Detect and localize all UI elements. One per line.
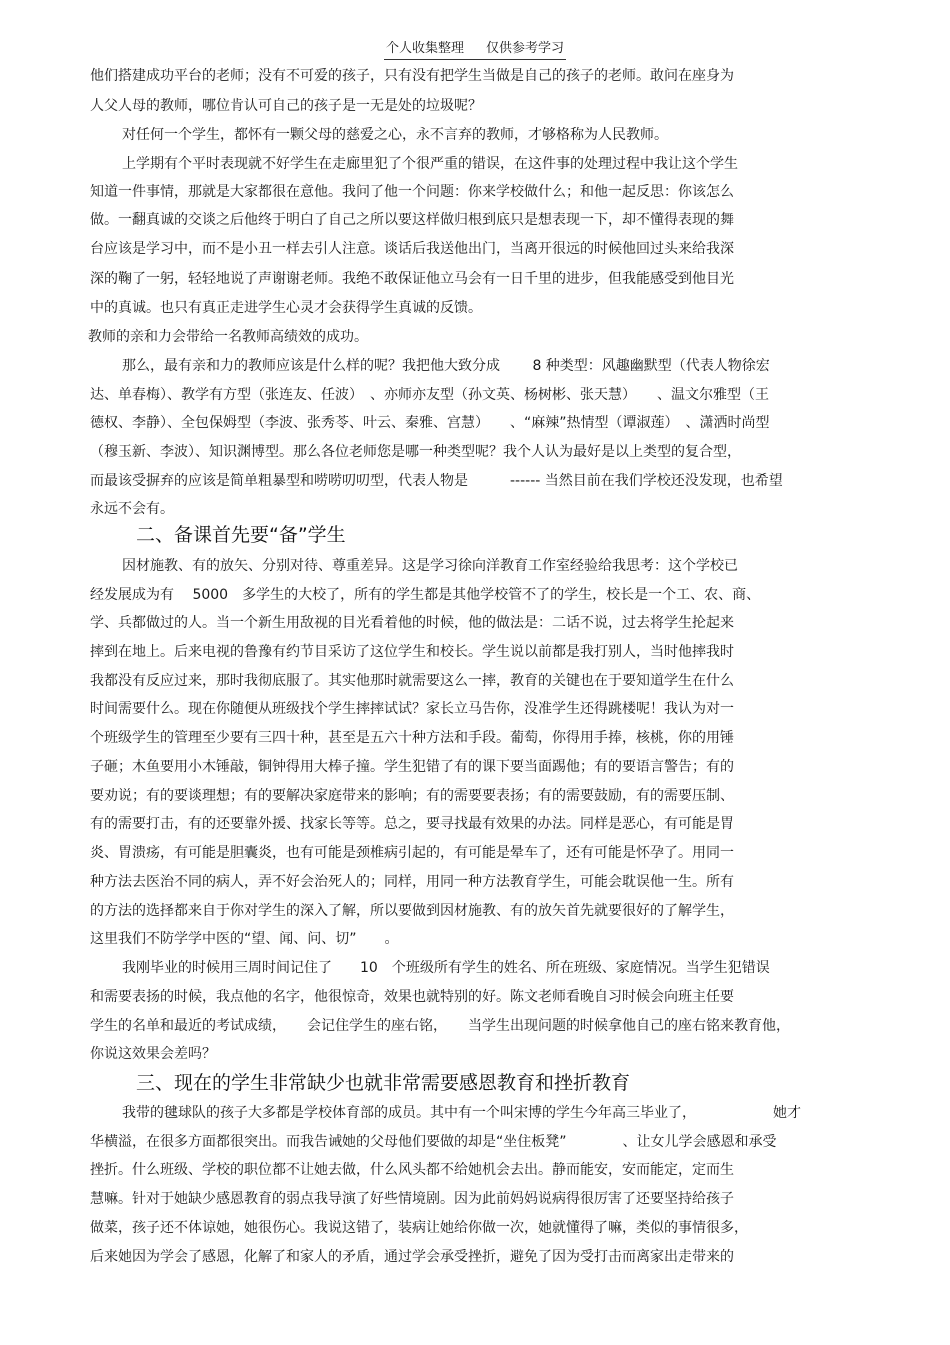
- text-line: 人父人母的教师，哪位肯认可自己的孩子是一无是处的垃圾呢？: [90, 98, 482, 114]
- text-line: 种方法去医治不同的病人，弄不好会治死人的；同样，用同一种方法教育学生，可能会耽误他一生。所有: [90, 874, 734, 890]
- text-line: 知道一件事情，那就是大家都很在意他。我问了他一个问题：你来学校做什么；和他一起反思：你该怎么: [90, 184, 734, 200]
- text-line: 炎、胃溃疡，有可能是胆囊炎，也有可能是颈椎病引起的，有可能是晕车了，还有可能是怀孕了。用同一: [90, 845, 734, 861]
- text-line: 要劝说；有的要谈理想；有的要解决家庭带来的影响；有的需要要表扬；有的需要鼓励，有的需要压制、: [90, 788, 734, 804]
- text-line: 他们搭建成功平台的老师；没有不可爱的孩子，只有没有把学生当做是自己的孩子的老师。敢问在座身为: [90, 68, 734, 84]
- text-line: 而最该受摒弃的应该是简单粗暴型和唠唠叨叨型，代表人物是 ------ 当然目前在我们学校还没发现，也希望: [90, 473, 783, 489]
- text-line: （穆玉新、李波）、知识渊博型。那么各位老师您是哪一种类型呢？我个人认为最好是以上类型的复合型，: [90, 444, 741, 460]
- text-line: 我带的毽球队的孩子大多都是学校体育部的成员。其中有一个叫宋博的学生今年高三毕业了， 她才: [122, 1105, 801, 1121]
- text-line: 时间需要什么。现在你随便从班级找个学生摔摔试试？家长立马告你，没准学生还得跳楼呢！我认为对一: [90, 701, 734, 717]
- section-heading: 三、现在的学生非常缺少也就非常需要感恩教育和挫折教育: [136, 1072, 631, 1094]
- text-line: 有的需要打击，有的还要靠外援、找家长等等。总之，要寻找最有效果的办法。同样是恶心，有可能是胃: [90, 816, 734, 832]
- text-line: 华横溢，在很多方面都很突出。而我告诫她的父母他们要做的却是“坐住板凳” 、让女儿学会感恩和承受: [90, 1134, 777, 1150]
- text-line: 做菜，孩子还不体谅她，她很伤心。我说这错了，装病让她给你做一次，她就懂得了嘛，类似的事情很多，: [90, 1220, 748, 1236]
- text-line: 子砸；木鱼要用小木锤敲，铜钟得用大棒子撞。学生犯错了有的课下要当面踢他；有的要语言警告；有的: [90, 759, 734, 775]
- text-line: 我刚毕业的时候用三周时间记住了 10 个班级所有学生的姓名、所在班级、家庭情况。当学生犯错误: [122, 960, 770, 976]
- text-line: 做。一翻真诚的交谈之后他终于明白了自己之所以要这样做归根到底只是想表现一下，却不懂得表现的舞: [90, 212, 734, 228]
- text-line: 的方法的选择都来自于你对学生的深入了解，所以要做到因材施教、有的放矢首先就要很好的了解学生，: [90, 903, 734, 919]
- header-left: 个人收集整理: [384, 40, 466, 60]
- header-gap: [466, 40, 484, 60]
- header-right: 仅供参考学习: [484, 40, 566, 60]
- text-line: 那么，最有亲和力的教师应该是什么样的呢？我把他大致分成 8 种类型：风趣幽默型（代表人物徐宏: [122, 358, 770, 374]
- text-line: 你说这效果会差吗？: [90, 1046, 216, 1062]
- text-line: 教师的亲和力会带给一名教师高绩效的成功。: [88, 329, 368, 345]
- text-line: 达、单春梅）、教学有方型（张连友、任波） 、亦师亦友型（孙文英、杨树彬、张天慧） 、温文尔雅型（王: [90, 387, 769, 403]
- text-line: 学、兵都做过的人。当一个新生用敌视的目光看着他的时候，他的做法是：二话不说，过去将学生抡起来: [90, 615, 734, 631]
- text-line: 慧嘛。针对于她缺少感恩教育的弱点我导演了好些情境剧。因为此前妈妈说病得很厉害了还要坚持给孩子: [90, 1191, 734, 1207]
- text-line: 因材施教、有的放矢、分别对待、尊重差异。这是学习徐向洋教育工作室经验给我思考：这个学校已: [122, 558, 738, 574]
- text-line: 对任何一个学生，都怀有一颗父母的慈爱之心，永不言弃的教师，才够格称为人民教师。: [122, 127, 668, 143]
- text-line: 后来她因为学会了感恩，化解了和家人的矛盾，通过学会承受挫折，避免了因为受打击而离家出走带来的: [90, 1249, 734, 1265]
- text-line: 永远不会有。: [90, 501, 174, 517]
- text-line: 德权、李静）、全包保姆型（李波、张秀苓、叶云、秦雅、宫慧） 、“麻辣”热情型（谭淑莲） 、潇洒时尚型: [90, 415, 770, 431]
- text-line: 我都没有反应过来，那时我彻底服了。其实他那时就需要这么一摔，教育的关键也在于要知道学生在什么: [90, 673, 734, 689]
- section-heading: 二、备课首先要“备”学生: [136, 524, 346, 546]
- text-line: 挫折。什么班级、学校的职位都不让她去做，什么风头都不给她机会去出。静而能安，安而能定，定而生: [90, 1162, 734, 1178]
- text-line: 这里我们不防学学中医的“望、闻、问、切” 。: [90, 931, 399, 947]
- text-line: 台应该是学习中，而不是小丑一样去引人注意。谈话后我送他出门，当离开很远的时候他回过头来给我深: [90, 241, 734, 257]
- text-line: 深的鞠了一躬，轻轻地说了声谢谢老师。我绝不敢保证他立马会有一日千里的进步，但我能感受到他目光: [90, 271, 734, 287]
- text-line: 上学期有个平时表现就不好学生在走廊里犯了个很严重的错误，在这件事的处理过程中我让这个学生: [122, 156, 738, 172]
- text-line: 经发展成为有 5000 多学生的大校了，所有的学生都是其他学校管不了的学生，校长是一个工、农、商、: [90, 587, 761, 603]
- text-line: 学生的名单和最近的考试成绩， 会记住学生的座右铭， 当学生出现问题的时候拿他自己的座右铭来教育他，: [90, 1018, 790, 1034]
- text-line: 个班级学生的管理至少要有三四十种，甚至是五六十种方法和手段。葡萄，你得用手捧，核桃，你的用锤: [90, 730, 734, 746]
- text-line: 摔到在地上。后来电视的鲁豫有约节目采访了这位学生和校长。学生说以前都是我打别人，当时他摔我时: [90, 644, 734, 660]
- text-line: 和需要表扬的时候，我点他的名字，他很惊奇，效果也就特别的好。陈文老师看晚自习时候会向班主任要: [90, 989, 734, 1005]
- page-header: [0, 40, 950, 60]
- text-line: 中的真诚。也只有真正走进学生心灵才会获得学生真诚的反馈。: [90, 300, 482, 316]
